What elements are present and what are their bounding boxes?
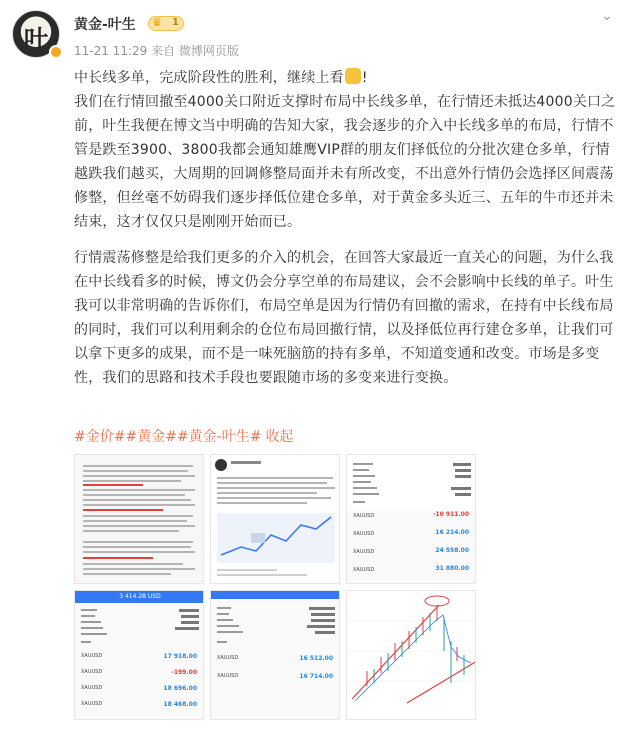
position-pnl: 16 214.00 bbox=[435, 529, 469, 536]
verified-icon bbox=[49, 45, 63, 59]
topic-links[interactable]: #金价##黄金##黄金-叶生# bbox=[74, 429, 262, 445]
image-thumbnail-2[interactable] bbox=[210, 454, 340, 584]
avatar-logo-icon: 叶 bbox=[24, 24, 48, 53]
vip-badge[interactable] bbox=[148, 16, 184, 31]
position-pnl: 16 512.00 bbox=[299, 655, 333, 662]
image-thumbnail-6[interactable] bbox=[346, 590, 476, 720]
position-pnl: -10 911.00 bbox=[432, 511, 469, 518]
post-screenshot bbox=[211, 455, 340, 584]
account-summary bbox=[347, 455, 476, 511]
balance-header: 3 414.28 USD bbox=[75, 591, 204, 603]
post-paragraph: 中长线多单，完成阶段性的胜利，继续上看 ! 我们在行情回撤至4000关口附近支撑时布局中长线多单，在行情还未抵达4000关口之前，叶生我便在博文当中明确的告知大家，我会逐步的介入中长线多单的布局，行情不管是跌至3900、3800我都会通知雄鹰VIP群的朋友们择低位的分批次建仓多单，行情越跌我们越买，大周期的回调修整局面并未有所改变，不出意外行情仍会选择区间震荡修整，但丝毫不妨碍我们逐步择低位建仓多单，对于黄金多头近三、五年的牛市还并未结束，这才仅仅只是刚刚开始而已。 bbox=[74, 70, 616, 230]
position-pnl: 16 714.00 bbox=[299, 673, 333, 680]
author-name[interactable]: 黄金-叶生 bbox=[74, 17, 136, 33]
position-pnl: 17 918.00 bbox=[163, 653, 197, 660]
post-body bbox=[74, 66, 620, 402]
pointing-down-emoji-icon bbox=[345, 68, 361, 84]
document-screenshot bbox=[75, 455, 204, 584]
chevron-down-icon[interactable]: ⌄ bbox=[601, 8, 613, 24]
post-timestamp[interactable]: 11-21 11:29 bbox=[74, 44, 148, 58]
candlestick-chart bbox=[347, 591, 476, 720]
collapse-link[interactable]: 收起 bbox=[265, 429, 294, 445]
post-meta bbox=[74, 42, 239, 59]
post-source: 来自 微博网页版 bbox=[151, 44, 239, 58]
position-pnl: 31 880.00 bbox=[435, 565, 469, 572]
position-pnl: 24 558.00 bbox=[435, 547, 469, 554]
image-thumbnail-3[interactable]: XAUUSD -10 911.00 XAUUSD 16 214.00 XAUUSD 24 558.00 XAUUSD 31 880.00 bbox=[346, 454, 476, 584]
post-paragraph: 行情震荡修整是给我们更多的介入的机会，在回答大家最近一直关心的问题，为什么我在中长线看多的时候，博文仍会分享空单的布局建议，会不会影响中长线的单子。叶生我可以非常明确的告诉你们，布局空单是因为行情仍有回撤的需求，在持有中长线布局的同时，我们可以利用剩余的仓位布局回撤行情，以及择低位再行建仓多单，让我们可以拿下更多的成果，而不是一味死脑筋的持有多单，不知道变通和改变。市场是多变性，我们的思路和技术手段也要跟随市场的多变来进行变换。 bbox=[74, 250, 614, 386]
topics bbox=[74, 426, 293, 446]
crown-icon: ♛ bbox=[152, 16, 162, 29]
position-pnl: -199.00 bbox=[171, 669, 197, 676]
position-pnl: 18 468.00 bbox=[163, 701, 197, 708]
image-thumbnail-5[interactable]: XAUUSD 16 512.00 XAUUSD 16 714.00 bbox=[210, 590, 340, 720]
image-thumbnail-1[interactable] bbox=[74, 454, 204, 584]
position-pnl: 18 696.00 bbox=[163, 685, 197, 692]
app-header bbox=[211, 591, 340, 599]
image-thumbnail-4[interactable]: 3 414.28 USD XAUUSD 17 918.00 XAUUSD -199.00 XAUUSD 18 696.00 XAUUSD 18 468.00 bbox=[74, 590, 204, 720]
vip-level: 1 bbox=[172, 17, 179, 28]
